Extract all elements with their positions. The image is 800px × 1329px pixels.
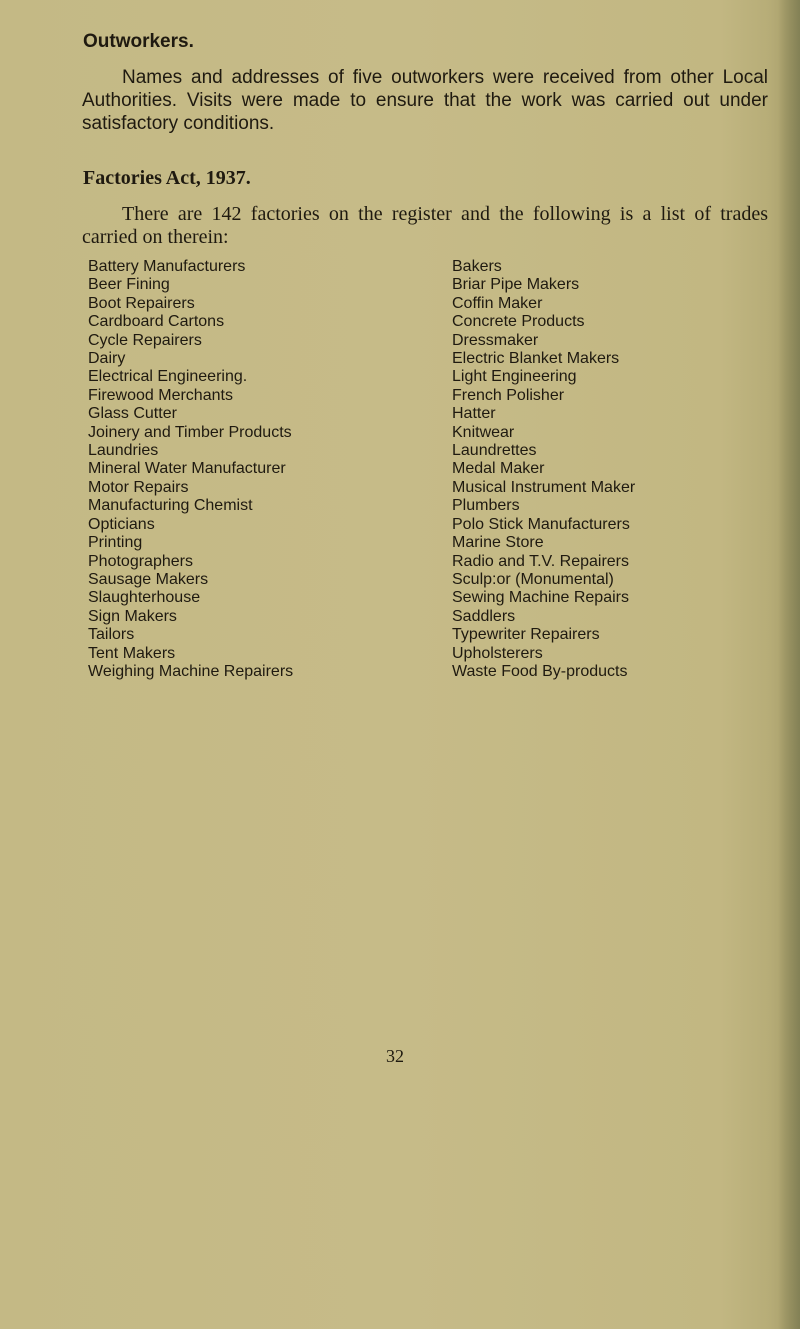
trade-item: Slaughterhouse [88,589,201,607]
trade-item: Waste Food By-products [452,662,628,680]
trade-item: Electric Blanket Makers [452,350,620,368]
trade-item: Upholsterers [452,644,543,662]
page-number: 32 [386,1046,404,1066]
trade-item: Printing [88,534,143,552]
trade-item: Musical Instrument Maker [452,478,636,496]
trade-item: Bakers [452,258,502,275]
trade-item: Joinery and Timber Products [88,423,292,441]
trade-item: French Polisher [452,386,565,404]
trade-item: Beer Fining [88,276,170,294]
trade-item: Firewood Merchants [88,386,233,404]
trade-item: Radio and T.V. Repairers [452,552,629,570]
trade-item: Plumbers [452,497,520,515]
trade-item: Cycle Repairers [88,331,202,349]
trade-item: Weighing Machine Repairers [88,662,294,680]
trade-item: Sign Makers [88,607,177,625]
trade-item: Light Engineering [452,368,577,386]
trade-item: Laundrettes [452,442,537,460]
trade-item: Opticians [88,515,155,533]
trades-list-left [88,258,293,681]
trade-item: Marine Store [452,534,544,552]
trade-item: Hatter [452,405,496,423]
trade-item: Battery Manufacturers [88,258,246,275]
trades-list-right [452,258,635,681]
trade-item: Tent Makers [88,644,176,662]
trade-item: Motor Repairs [88,478,189,496]
trade-item: Sausage Makers [88,570,209,588]
factories-act-heading: Factories Act, 1937. [83,167,251,189]
trade-item: Saddlers [452,607,516,625]
outworkers-paragraph: Names and addresses of five outworkers were received from other Local Authorities. Visits were made to ensure that the work was carried out under satisfactory conditions. [82,67,768,134]
trade-item: Briar Pipe Makers [452,276,580,294]
trade-item: Dressmaker [452,331,539,349]
trade-item: Sewing Machine Repairs [452,589,629,607]
trade-item: Knitwear [452,423,515,441]
trade-item: Laundries [88,442,159,460]
factories-paragraph: There are 142 factories on the register and the following is a list of trades carried on therein: [82,203,768,248]
outworkers-heading: Outworkers. [83,31,194,52]
trade-item: Concrete Products [452,313,585,331]
trade-item: Medal Maker [452,460,545,478]
trade-item: Cardboard Cartons [88,313,225,331]
trade-item: Boot Repairers [88,294,195,312]
trade-item: Dairy [88,350,126,368]
trade-item: Glass Cutter [88,405,177,423]
page-edge-shadow [778,0,800,1329]
trade-item: Manufacturing Chemist [88,497,253,515]
trade-item: Electrical Engineering. [88,368,248,386]
trade-item: Sculp:or (Monumental) [452,570,614,588]
trade-item: Photographers [88,552,193,570]
trade-item: Mineral Water Manufacturer [88,460,286,478]
trade-item: Coffin Maker [452,294,543,312]
trade-item: Polo Stick Manufacturers [452,515,630,533]
trade-item: Tailors [88,626,135,644]
trade-item: Typewriter Repairers [452,626,600,644]
